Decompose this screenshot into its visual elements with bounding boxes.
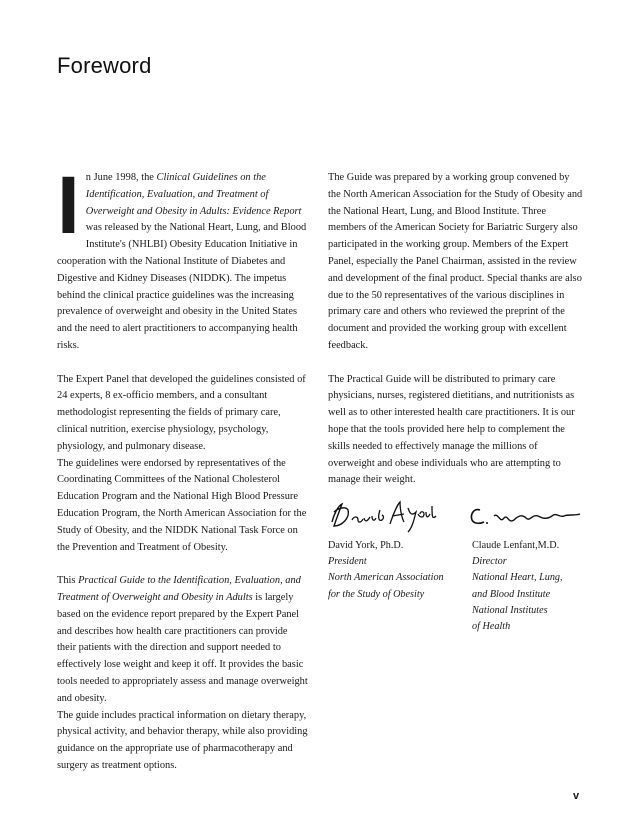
practical-guide-paragraph — [57, 573, 309, 707]
distribution-paragraph: The Practical Guide will be distributed to primary care physicians, nurses, registered dietitians, and nutritionists as well as to other interested health care practitioners. It is our hope that the tools provided here help to complement the skills needed to effectively manage the millions of overweight and obese individuals who are attempting to manage their weight. — [328, 373, 575, 486]
guide-title: Practical Guide to the Identification, Evaluation, and Treatment of Overweight and Obesity in Adults — [57, 575, 301, 603]
guide-text-a: This — [57, 575, 79, 587]
guide-text-c: is largely based on the evidence report prepared by the Expert Panel and describes how health care practitioners can provide their patients with the direction and support needed to effectively lose weight and keep it off. It provides the basic tools needed to appropriately assess and manage overweight and obesity. — [57, 591, 308, 704]
lenfant-org-line1: National Heart, Lung, — [472, 572, 563, 584]
lenfant-title: Director — [472, 556, 507, 568]
lenfant-org-line3: National Institutes — [472, 604, 548, 616]
intro-paragraph — [57, 160, 309, 355]
york-org-line1: North American Association — [328, 572, 444, 584]
report-title: Clinical Guidelines on the Identification, Evaluation, and Treatment of Overweight and Obesity in Adults: Evidence Report — [85, 172, 302, 217]
signatures — [328, 496, 584, 536]
expert-panel-paragraph: The Expert Panel that developed the guidelines consisted of 24 experts, 8 ex-officio members, and a consultant methodologist representing the fields of primary care, clinical nutrition, exercise physiology, psychology, physiology, and pulmonary disease. — [57, 373, 306, 452]
page-number: v — [573, 790, 580, 802]
lenfant-org-line2: and Blood Institute — [472, 588, 551, 600]
york-org-line2: for the Study of Obesity — [328, 588, 425, 600]
lenfant-signature — [468, 496, 584, 536]
york-signature — [328, 496, 440, 536]
endorsement-paragraph: The guidelines were endorsed by representatives of the Coordinating Committees of the National Cholesterol Education Program and the National High Blood Pressure Education Program, the North American Association for the Study of Obesity, and the NIDDK National Task Force on the Prevention and Treatment of Obesity. — [57, 457, 307, 553]
working-group-paragraph: The Guide was prepared by a working group convened by the North American Association for the Study of Obesity and the National Heart, Lung, and Blood Institute. Three members of the American Society for Bariatric Surgery also participated in the working group. Members of the Expert Panel, especially the Panel Chairman, assisted in the review and development of the final product. Special thanks are also due to the 50 representatives of the various disciplines in primary care and others who reviewed the preprint of the document and provided the working group with excellent feedback. — [328, 172, 583, 351]
intro-text-c: was released by the National Heart, Lung, and Blood Institute's (NHLBI) Obesity Education Initiative in cooperation with the National Institute of Diabetes and Digestive and Kidney Diseases (NIDDK). The impetus behind the clinical practice guidelines was the increasing prevalence of overweight and obesity in the United States and the need to alert practitioners to accompanying health risks. — [57, 222, 307, 351]
left-column — [57, 160, 309, 775]
guide-contents-paragraph: The guide includes practical information on dietary therapy, physical activity, and behavior therapy, while also providing guidance on the appropriate use of pharmacotherapy and surgery as treatment options. — [57, 709, 308, 771]
right-column — [328, 170, 584, 489]
page-title: Foreword — [57, 53, 152, 78]
lenfant-org-line4: of Health — [472, 621, 511, 633]
lenfant-signature-block — [472, 538, 592, 635]
lenfant-name: Claude Lenfant,M.D. — [472, 540, 560, 551]
drop-cap: I — [57, 160, 80, 251]
york-title: President — [328, 556, 367, 568]
intro-text-a: n June 1998, the — [85, 172, 157, 183]
york-name: David York, Ph.D. — [328, 540, 404, 551]
york-signature-block — [328, 538, 466, 603]
